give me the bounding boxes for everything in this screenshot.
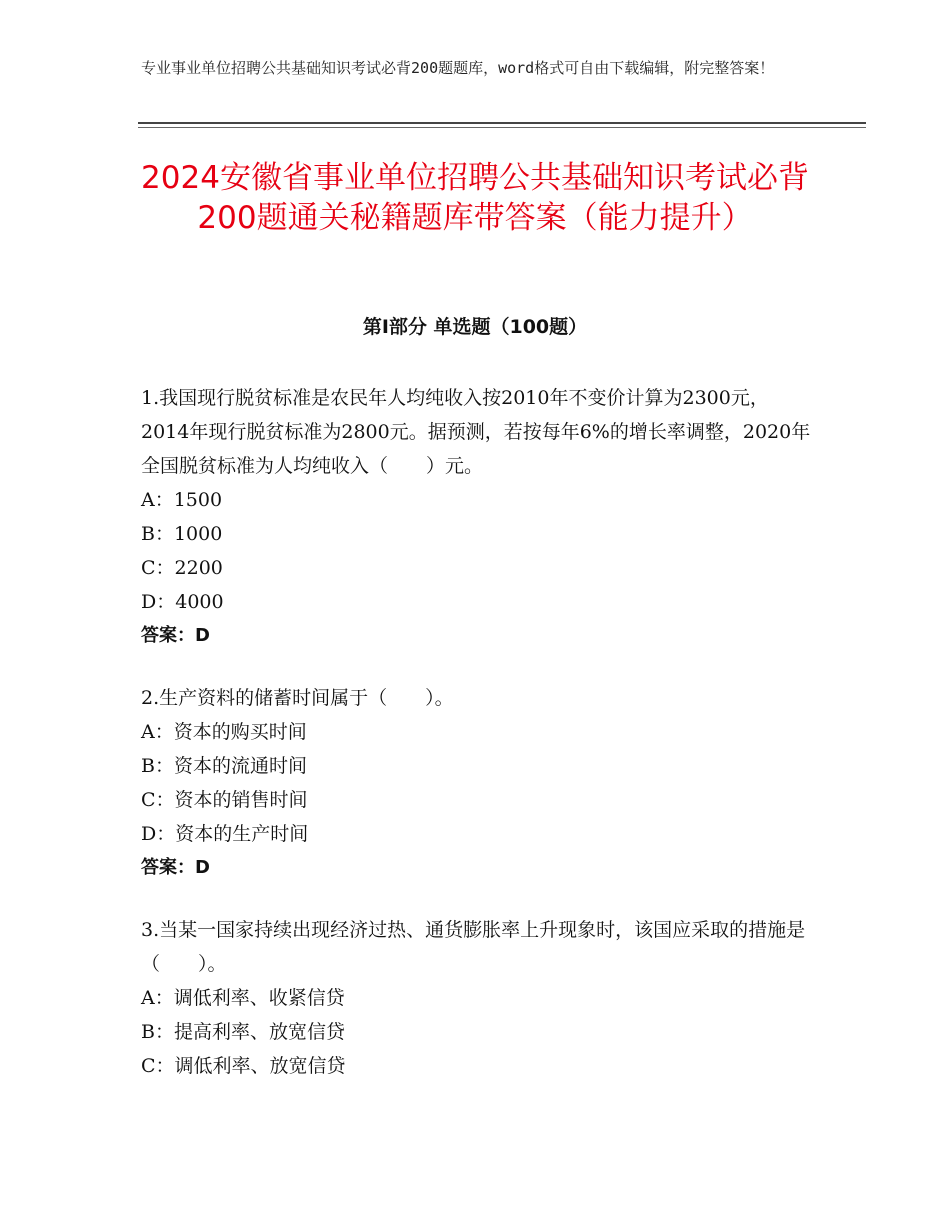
option-a: A：资本的购买时间 <box>141 721 307 743</box>
option-c: C：调低利率、放宽信贷 <box>141 1055 346 1077</box>
question-stem: 2.生产资料的储蓄时间属于（ ）。 <box>141 687 454 709</box>
option-c: C：2200 <box>141 557 223 579</box>
document-title: 2024安徽省事业单位招聘公共基础知识考试必背200题通关秘籍题库带答案（能力提升） <box>141 160 809 236</box>
answer-label: 答案：D <box>141 857 210 878</box>
option-d: D：资本的生产时间 <box>141 823 309 845</box>
section-title: 第I部分 单选题（100题） <box>362 316 588 338</box>
option-b: B：提高利率、放宽信贷 <box>141 1021 345 1043</box>
option-a: A：1500 <box>141 489 223 511</box>
option-a: A：调低利率、收紧信贷 <box>141 987 345 1009</box>
header-divider-thick <box>138 122 866 124</box>
option-b: B：1000 <box>141 523 223 545</box>
option-b: B：资本的流通时间 <box>141 755 307 777</box>
question-2 <box>141 681 811 885</box>
question-stem: 3.当某一国家持续出现经济过热、通货膨胀率上升现象时，该国应采取的措施是（ ）。 <box>141 919 806 975</box>
question-stem: 1.我国现行脱贫标准是农民年人均纯收入按2010年不变价计算为2300元，2014年现行脱贫标准为2800元。据预测，若按每年6%的增长率调整，2020年全国脱贫标准为人均纯收入（ ）元。 <box>141 387 811 477</box>
option-c: C：资本的销售时间 <box>141 789 308 811</box>
header-note: 专业事业单位招聘公共基础知识考试必背200题题库，word格式可自由下载编辑，附完整答案！ <box>141 59 775 77</box>
option-d: D：4000 <box>141 591 224 613</box>
header-divider-thin <box>138 127 866 128</box>
question-3 <box>141 913 811 1083</box>
question-list <box>141 381 811 1111</box>
answer-label: 答案：D <box>141 625 210 646</box>
question-1 <box>141 381 811 653</box>
